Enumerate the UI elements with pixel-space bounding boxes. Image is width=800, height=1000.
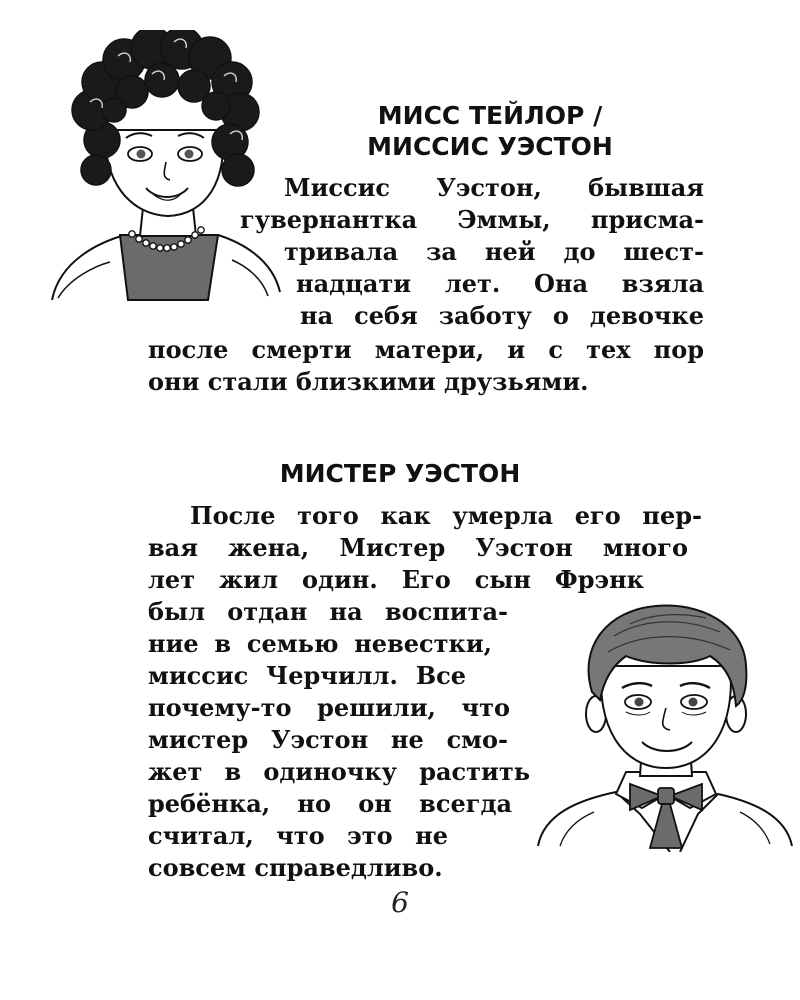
section-1-heading [310, 100, 670, 162]
section-2-text-line: почему-то решили, что [148, 693, 510, 722]
section-1-heading-line-1: МИСС ТЕЙЛОР / [377, 101, 603, 130]
section-2-text-line: был отдан на воспита- [148, 597, 508, 626]
section-2-text-line: считал, что это не [148, 821, 448, 850]
section-2-text-line: лет жил один. Его сын Фрэнк [148, 565, 644, 594]
section-1-text-line: надцати лет. Она взяла [296, 269, 704, 298]
section-1-text-line: они стали близкими друзьями. [148, 367, 589, 396]
section-2-text-line: ребёнка, но он всегда [148, 789, 512, 818]
section-1-text-line: после смерти матери, и с тех пор [148, 335, 704, 364]
section-1-heading-line-2: МИССИС УЭСТОН [367, 132, 613, 161]
section-2-heading: МИСТЕР УЭСТОН [279, 459, 521, 488]
section-2-text-line: миссис Черчилл. Все [148, 661, 466, 690]
section-1-text-line: тривала за ней до шест- [284, 237, 704, 266]
section-2-text-line: совсем справедливо. [148, 853, 443, 882]
mister-weston-illustration [530, 596, 800, 852]
section-2-text-line: вая жена, Мистер Уэстон много [148, 533, 688, 562]
section-2-text-line: мистер Уэстон не смо- [148, 725, 508, 754]
section-2-text-line: После того как умерла его пер- [190, 501, 702, 530]
page-number: 6 [391, 886, 409, 919]
section-1-text-line: на себя заботу о девочке [300, 301, 704, 330]
section-1-text-line: Миссис Уэстон, бывшая [284, 173, 704, 202]
section-2-text-line: жет в одиночку растить [148, 757, 530, 786]
section-2-text-line: ние в семью невестки, [148, 629, 492, 658]
section-1-text-line: гувернантка Эммы, присма- [240, 205, 704, 234]
miss-taylor-illustration [40, 30, 290, 310]
